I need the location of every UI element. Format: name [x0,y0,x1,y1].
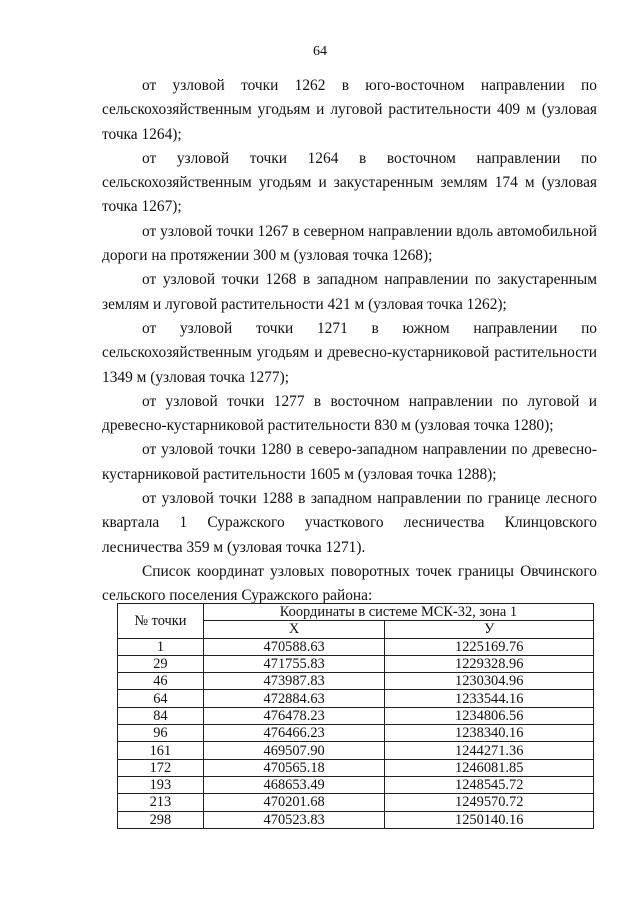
paragraph: от узловой точки 1264 в восточном направлении по сельскохозяйственным угодьям и закустаренным землям 174 м (узловая точка 1267); [102,149,597,216]
x-coordinate-cell: 470565.18 [203,759,385,776]
point-number-cell: 213 [118,794,204,811]
paragraph: от узловой точки 1262 в юго-восточном направлении по сельскохозяйственным угодьям и луговой растительности 409 м (узловая точка 1264); [102,77,597,143]
point-number-cell: 46 [118,673,204,690]
paragraph: от узловой точки 1271 в южном направлении по сельскохозяйственным угодьям и древесно-кустарниковой растительности 1349 м (узловая точка 1277); [102,319,597,386]
y-coordinate-cell: 1248545.72 [385,776,594,793]
table-row [118,794,594,811]
x-coordinate-cell: 476466.23 [203,725,385,742]
table-row [118,811,594,828]
table-row [118,655,594,672]
y-coordinate-cell: 1246081.85 [385,759,594,776]
table-row [118,673,594,690]
point-number-cell: 161 [118,742,204,759]
point-number-cell: 64 [118,690,204,707]
y-coordinate-cell: 1238340.16 [385,725,594,742]
point-number-cell: 298 [118,811,204,828]
header-y: У [385,621,594,638]
y-coordinate-cell: 1229328.96 [385,655,594,672]
header-coordinates: Координаты в системе МСК-32, зона 1 [203,604,593,621]
x-coordinate-cell: 470588.63 [203,638,385,655]
x-coordinate-cell: 469507.90 [203,742,385,759]
table-caption: Список координат узловых поворотных точек границы Овчинского сельского поселения Суражского района: [102,562,597,605]
paragraph: от узловой точки 1280 в северо-западном направлении по древесно-кустарниковой растительности 1605 м (узловая точка 1288); [102,441,597,483]
page-number: 64 [313,44,327,59]
point-number-cell: 193 [118,776,204,793]
y-coordinate-cell: 1250140.16 [385,811,594,828]
point-number-cell: 172 [118,759,204,776]
table-row [118,759,594,776]
y-coordinate-cell: 1230304.96 [385,673,594,690]
point-number-cell: 29 [118,655,204,672]
x-coordinate-cell: 476478.23 [203,707,385,724]
x-coordinate-cell: 470523.83 [203,811,385,828]
point-number-cell: 84 [118,707,204,724]
x-coordinate-cell: 473987.83 [203,673,385,690]
table-row [118,725,594,742]
x-coordinate-cell: 470201.68 [203,794,385,811]
x-coordinate-cell: 471755.83 [203,655,385,672]
x-coordinate-cell: 468653.49 [203,776,385,793]
point-number-cell: 1 [118,638,204,655]
document-body [102,74,597,609]
y-coordinate-cell: 1244271.36 [385,742,594,759]
x-coordinate-cell: 472884.63 [203,690,385,707]
point-number-cell: 96 [118,725,204,742]
table-row [118,776,594,793]
header-x: X [203,621,385,638]
y-coordinate-cell: 1249570.72 [385,794,594,811]
y-coordinate-cell: 1225169.76 [385,638,594,655]
y-coordinate-cell: 1233544.16 [385,690,594,707]
table-row [118,742,594,759]
paragraph: от узловой точки 1268 в западном направлении по закустаренным землям и луговой растительности 421 м (узловая точка 1262); [102,271,597,313]
table-row [118,690,594,707]
table-row [118,707,594,724]
paragraph: от узловой точки 1277 в восточном направлении по луговой и древесно-кустарниковой растительности 830 м (узловая точка 1280); [102,392,597,435]
table-row [118,638,594,655]
y-coordinate-cell: 1234806.56 [385,707,594,724]
header-point-number: № точки [118,604,204,639]
paragraph: от узловой точки 1288 в западном направлении по границе лесного квартала 1 Суражского участкового лесничества Клинцовского лесничества 359 м (узловая точка 1271). [102,490,597,556]
paragraph: от узловой точки 1267 в северном направлении вдоль автомобильной дороги на протяжении 300 м (узловая точка 1268); [102,222,597,265]
coordinates-table [117,603,594,829]
